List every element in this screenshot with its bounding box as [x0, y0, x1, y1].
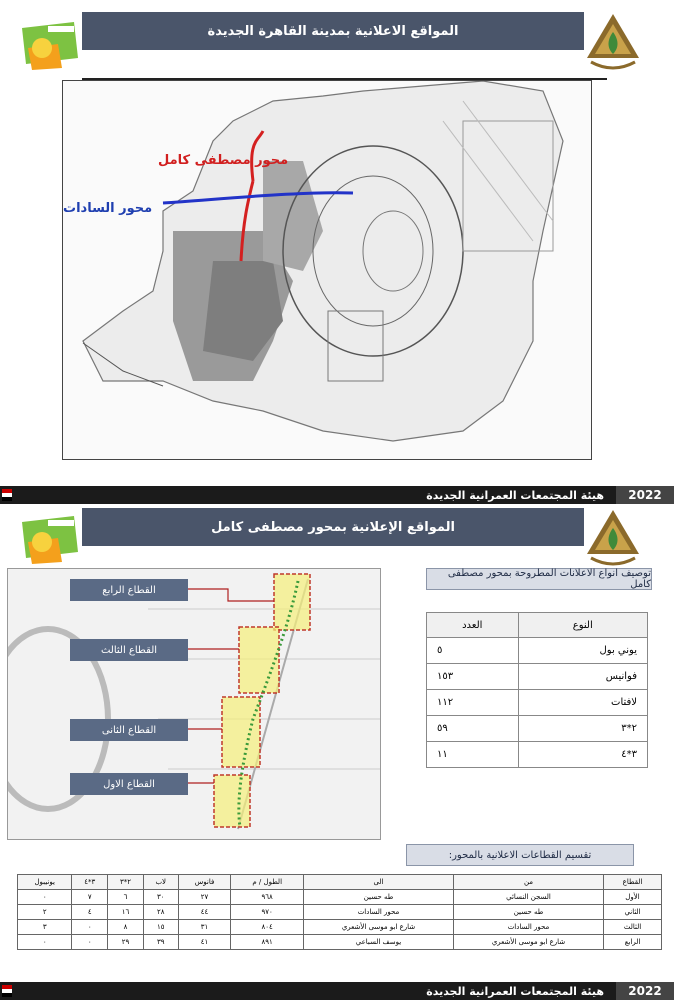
authority-logo-icon [585, 508, 641, 570]
types-table-title: توصيف انواع الاعلانات المطروحة بمحور مصطفى كامل [426, 568, 652, 590]
page2-footer [0, 982, 674, 1000]
cell: طه حسين [304, 890, 454, 905]
table-row [427, 638, 648, 664]
table-header-row [427, 613, 648, 638]
header-count: العدد [427, 613, 519, 638]
cell: محور السادات [454, 920, 604, 935]
cell: شارع ابو موسى الأشعري [304, 920, 454, 935]
cell: ٣ [18, 920, 72, 935]
promo-badge-icon [18, 512, 80, 564]
header-cell: ٣*٤ [72, 875, 108, 890]
cell: ٣٠ [143, 890, 178, 905]
sector-1-label: القطاع الاول [70, 773, 188, 795]
cell: ٨٩١ [231, 935, 304, 950]
page1-footer [0, 486, 674, 504]
cell: السجن النسائي [454, 890, 604, 905]
type-cell: يوني بول [518, 638, 647, 664]
sectors-map-drawing [8, 569, 381, 840]
label-mostafa-kamel-axis: محور مصطفى كامل [158, 153, 289, 168]
count-cell: ١١ [427, 742, 519, 768]
header-cell: فانوس [178, 875, 231, 890]
header-cell: القطاع [604, 875, 662, 890]
footer-org-name: هيئة المجتمعات العمرانية الجديدة [426, 488, 604, 502]
count-cell: ٥ [427, 638, 519, 664]
egypt-flag-icon [2, 489, 12, 501]
sector-4-label: القطاع الرابع [70, 579, 188, 601]
count-cell: ١١٢ [427, 690, 519, 716]
sector-3-label: القطاع الثالث [70, 639, 188, 661]
cell: ٠ [18, 935, 72, 950]
cell: ٣٩ [143, 935, 178, 950]
cell: الأول [604, 890, 662, 905]
mostafa-kamel-sectors-map [7, 568, 381, 840]
ad-types-table [426, 612, 648, 768]
header-cell: الى [304, 875, 454, 890]
header-cell: ٢*٣ [108, 875, 144, 890]
table-row [427, 664, 648, 690]
table-row [427, 742, 648, 768]
cell: الثاني [604, 905, 662, 920]
cell: ١٥ [143, 920, 178, 935]
type-cell: ٣*٤ [518, 742, 647, 768]
cell: ٤ [72, 905, 108, 920]
type-cell: فوانيس [518, 664, 647, 690]
cell: ٩٦٨ [231, 890, 304, 905]
cell: يوسف السباعي [304, 935, 454, 950]
authority-logo-icon [585, 12, 641, 74]
cell: ٤٤ [178, 905, 231, 920]
cell: ٢٨ [143, 905, 178, 920]
sectors-table-title: تقسيم القطاعات الاعلانية بالمحور: [406, 844, 634, 866]
cell: ٢ [18, 905, 72, 920]
footer-org-name: هيئة المجتمعات العمرانية الجديدة [426, 984, 604, 998]
header-cell: من [454, 875, 604, 890]
city-map-drawing [63, 81, 592, 460]
footer-year: 2022 [616, 982, 674, 1000]
cell: شارع ابو موسى الأشعري [454, 935, 604, 950]
count-cell: ١٥٣ [427, 664, 519, 690]
sector-2-label: القطاع الثانى [70, 719, 188, 741]
table-row [427, 716, 648, 742]
table-row [427, 690, 648, 716]
cell: طه حسين [454, 905, 604, 920]
label-sadat-axis: محور السادات [63, 201, 153, 216]
header-type: النوع [518, 613, 647, 638]
sectors-table [17, 874, 662, 950]
cell: ٨ [108, 920, 144, 935]
footer-year: 2022 [616, 486, 674, 504]
cell: ٢٩ [108, 935, 144, 950]
type-cell: ٢*٣ [518, 716, 647, 742]
cell: ٨٠٤ [231, 920, 304, 935]
count-cell: ٥٩ [427, 716, 519, 742]
cell: ١٦ [108, 905, 144, 920]
egypt-flag-icon [2, 985, 12, 997]
cell: الرابع [604, 935, 662, 950]
cell: ٩٧٠ [231, 905, 304, 920]
cell: محور السادات [304, 905, 454, 920]
page1-title: المواقع الاعلانية بمدينة القاهرة الجديدة [82, 12, 584, 50]
cell: ٢٧ [178, 890, 231, 905]
cell: الثالث [604, 920, 662, 935]
promo-badge-icon [18, 18, 80, 70]
table-header-row [18, 875, 662, 890]
cell: ٤١ [178, 935, 231, 950]
header-cell: يونيبول [18, 875, 72, 890]
table-row [18, 890, 662, 905]
page2-title: المواقع الإعلانية بمحور مصطفى كامل [82, 508, 584, 546]
cell: ٦ [108, 890, 144, 905]
header-cell: لاب [143, 875, 178, 890]
cell: ٠ [18, 890, 72, 905]
table-row [18, 920, 662, 935]
table-row [18, 905, 662, 920]
header-cell: الطول / م [231, 875, 304, 890]
cell: ٠ [72, 935, 108, 950]
table-row [18, 935, 662, 950]
cell: ٠ [72, 920, 108, 935]
cell: ٣١ [178, 920, 231, 935]
type-cell: لافتات [518, 690, 647, 716]
cell: ٧ [72, 890, 108, 905]
new-cairo-map [62, 80, 592, 460]
